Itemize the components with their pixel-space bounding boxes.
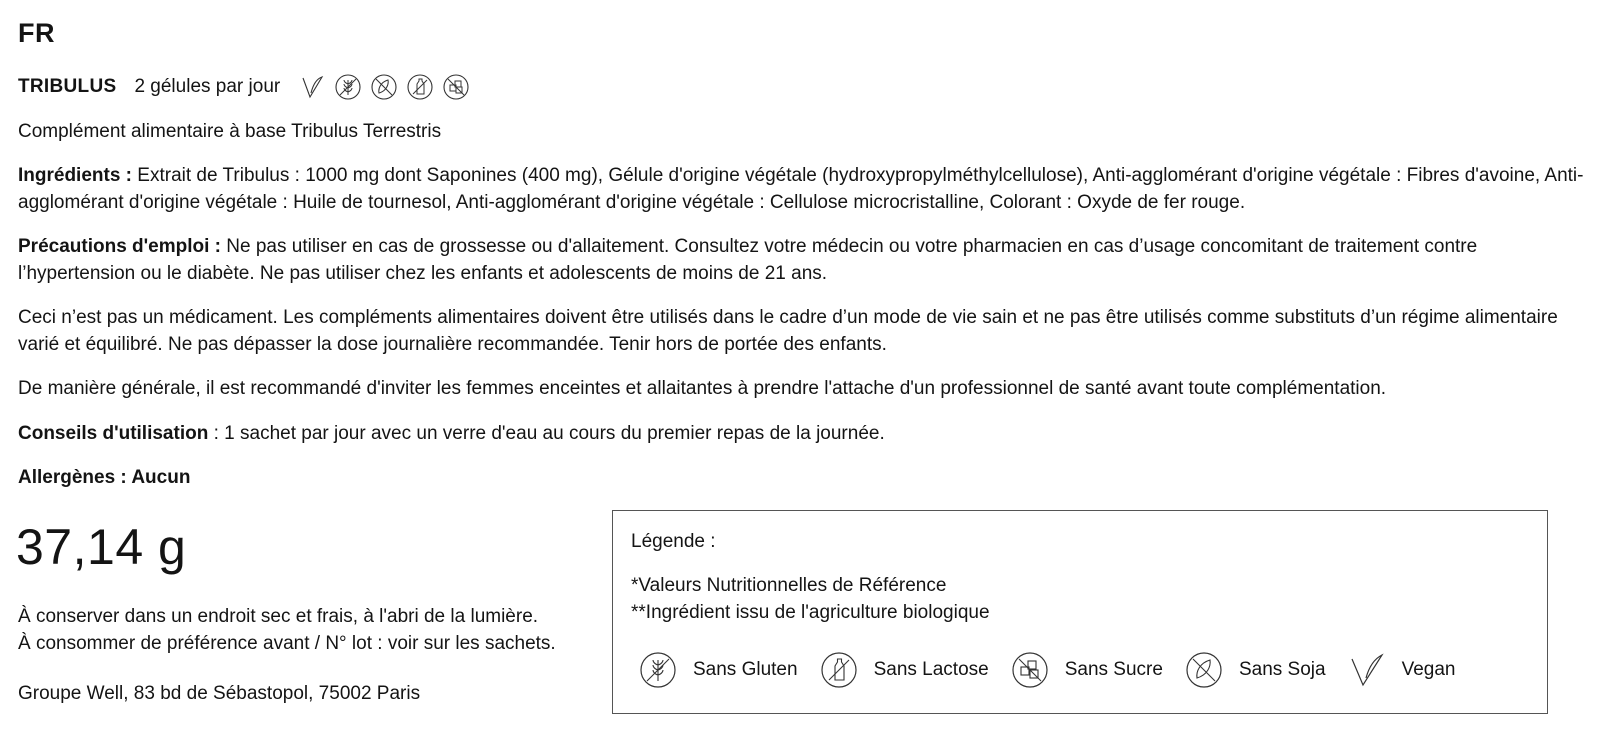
ingredients-paragraph: [18, 162, 1588, 216]
allergens-text: Allergènes : Aucun: [18, 467, 191, 488]
vegan-icon: [298, 73, 326, 101]
sans-soja-icon: [1185, 651, 1223, 689]
ingredients-label: Ingrédients :: [18, 165, 133, 186]
legend-note-vnr: *Valeurs Nutritionnelles de Référence: [631, 575, 947, 596]
storage-line-1: À conserver dans un endroit sec et frais, à l'abri de la lumière.: [18, 606, 539, 627]
legend-label: Vegan: [1401, 659, 1456, 680]
legend-item-sans-lactose: [820, 651, 989, 689]
legend-note-bio: **Ingrédient issu de l'agriculture biologique: [631, 602, 990, 623]
vegan-icon: [1348, 651, 1386, 689]
legend-label: Sans Sucre: [1064, 659, 1163, 680]
legend-item-sans-gluten: [639, 651, 798, 689]
legend-item-sans-sucre: [1011, 651, 1163, 689]
sans-gluten-icon: [334, 73, 362, 101]
legend-item-sans-soja: [1185, 651, 1326, 689]
sans-soja-icon: [370, 73, 398, 101]
legend-items: [639, 651, 1477, 689]
sans-lactose-icon: [820, 651, 858, 689]
legend-box: [612, 510, 1548, 714]
precautions-text: Ne pas utiliser en cas de grossesse ou d'allaitement. Consultez votre médecin ou votre pharmacien en cas d’usage concomitant de traitement contre l’hypertension ou le diabète. Ne pas utiliser chez les enfants et adolescents de moins de 21 ans.: [18, 236, 1478, 284]
legend-label: Sans Soja: [1238, 659, 1326, 680]
general-advice-paragraph: De manière générale, il est recommandé d'inviter les femmes enceintes et allaitantes à prendre l'attache d'un professionnel de santé avant toute complémentation.: [18, 378, 1387, 399]
product-row: [18, 72, 478, 102]
product-dose: 2 gélules par jour: [134, 76, 281, 97]
legend-item-vegan: [1348, 651, 1456, 689]
company-address: Groupe Well, 83 bd de Sébastopol, 75002 Paris: [18, 683, 421, 704]
ingredients-text: Extrait de Tribulus : 1000 mg dont Saponines (400 mg), Gélule d'origine végétale (hydroxypropylméthylcellulose), Anti-agglomérant d'origine végétale : Fibres d'avoine, Anti-agglomérant d'origine végétale : Huile de tournesol, Anti-agglomérant d'origine végétale : Cellulose microcristalline, Colorant : Oxyde de fer rouge.: [18, 165, 1584, 213]
storage-instructions: [18, 603, 556, 657]
allergens-line: [18, 464, 1588, 491]
legend-title: Légende :: [631, 531, 716, 552]
warning-paragraph: Ceci n’est pas un médicament. Les compléments alimentaires doivent être utilisés dans le cadre d’un mode de vie sain et ne pas être utilisés comme substituts d’un régime alimentaire varié et équilibré. Ne pas dépasser la dose journalière recommandée. Tenir hors de portée des enfants.: [18, 307, 1558, 355]
precautions-paragraph: [18, 233, 1588, 287]
usage-text: : 1 sachet par jour avec un verre d'eau au cours du premier repas de la journée.: [208, 423, 885, 444]
usage-paragraph: [18, 420, 1588, 447]
product-description: Complément alimentaire à base Tribulus Terrestris: [18, 121, 442, 142]
language-code: FR: [18, 18, 55, 48]
usage-label: Conseils d'utilisation: [18, 423, 209, 444]
product-name: TRIBULUS: [18, 76, 117, 97]
sans-sucre-icon: [442, 73, 470, 101]
storage-line-2: À consommer de préférence avant / N° lot : voir sur les sachets.: [18, 633, 556, 654]
legend-label: Sans Gluten: [693, 659, 798, 680]
precautions-label: Précautions d'emploi :: [18, 236, 221, 257]
diet-badges: [298, 73, 478, 101]
sans-lactose-icon: [406, 73, 434, 101]
sans-gluten-icon: [639, 651, 677, 689]
sans-sucre-icon: [1011, 651, 1049, 689]
legend-label: Sans Lactose: [873, 659, 989, 680]
net-weight: 37,14 g: [16, 519, 187, 575]
